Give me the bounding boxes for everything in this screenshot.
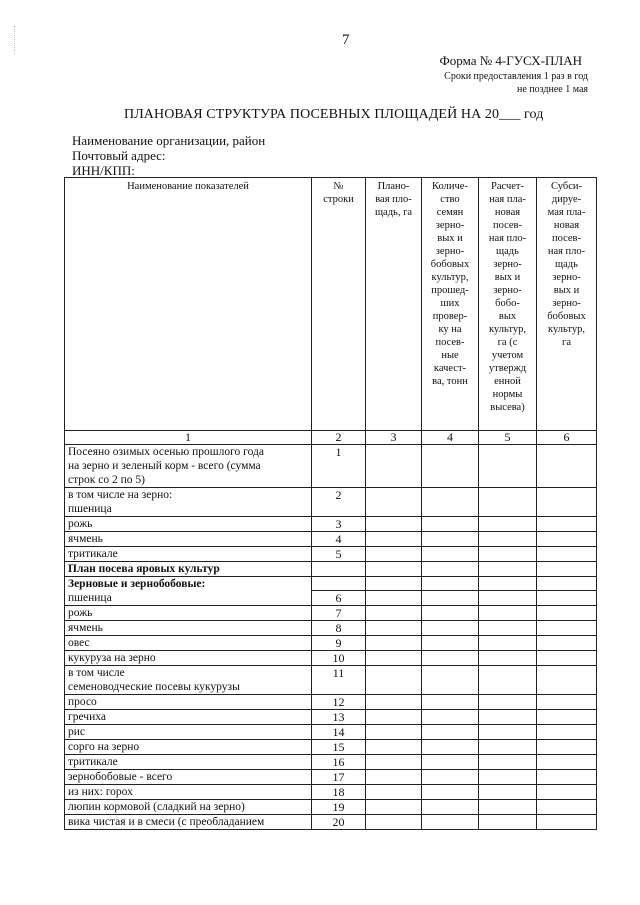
value-cell[interactable] (537, 621, 597, 636)
row-number-cell: 1 (312, 445, 366, 488)
row-number-cell: 9 (312, 636, 366, 651)
row-indicator-name: Зерновые и зернобобовые: пшеница (65, 577, 312, 606)
row-indicator-name: ячмень (65, 621, 312, 636)
table-row (65, 488, 597, 517)
value-cell[interactable] (422, 710, 479, 725)
column-number: 2 (312, 431, 366, 445)
row-number-cell: 7 (312, 606, 366, 621)
table-row (65, 445, 597, 488)
row-number-cell: 10 (312, 651, 366, 666)
value-cell[interactable] (366, 740, 422, 755)
row-number-cell (312, 562, 366, 577)
row-number-cell: 15 (312, 740, 366, 755)
value-cell[interactable] (537, 785, 597, 800)
row-indicator-name: в том числе семеноводческие посевы кукурузы (65, 666, 312, 695)
value-cell[interactable] (479, 488, 537, 517)
table-row (65, 666, 597, 695)
value-cell[interactable] (422, 591, 479, 606)
value-cell[interactable] (537, 695, 597, 710)
value-cell[interactable] (422, 488, 479, 517)
row-indicator-name: вика чистая и в смеси (с преобладанием (65, 815, 312, 830)
header-calculated-area: Расчет- ная пла- новая посев- ная пло- щадь зерно- вых и зерно- бобо- вых культур, га (с учетом утвержд енной нормы высева) (479, 178, 537, 431)
value-cell[interactable] (366, 710, 422, 725)
deadline-line-2: не позднее 1 мая (516, 84, 588, 95)
value-cell[interactable] (422, 666, 479, 695)
value-cell[interactable] (422, 755, 479, 770)
row-indicator-name: сорго на зерно (65, 740, 312, 755)
value-cell[interactable] (366, 621, 422, 636)
column-number: 5 (479, 431, 537, 445)
value-cell[interactable] (537, 562, 597, 577)
value-cell[interactable] (537, 651, 597, 666)
value-cell[interactable] (366, 547, 422, 562)
deadline-line-1: Сроки предоставления 1 раз в год (444, 71, 588, 82)
row-indicator-name: пшеница (68, 592, 112, 604)
value-cell[interactable] (479, 577, 537, 591)
table-row (65, 562, 597, 577)
margin-mark (14, 26, 16, 54)
row-indicator-name: просо (65, 695, 312, 710)
row-indicator-name: из них: горох (65, 785, 312, 800)
row-number-cell: 14 (312, 725, 366, 740)
table-row (65, 621, 597, 636)
header-indicator-name: Наименование показателей (65, 178, 312, 431)
table-row (65, 517, 597, 532)
value-cell[interactable] (366, 800, 422, 815)
table-body (65, 445, 597, 830)
value-cell[interactable] (422, 725, 479, 740)
value-cell[interactable] (537, 517, 597, 532)
value-cell[interactable] (366, 488, 422, 517)
sown-area-table (64, 177, 597, 830)
row-indicator-name: в том числе на зерно: пшеница (65, 488, 312, 517)
row-number-cell: 11 (312, 666, 366, 695)
table-row (65, 710, 597, 725)
value-cell[interactable] (479, 562, 537, 577)
row-indicator-name: овес (65, 636, 312, 651)
row-number-cell: 4 (312, 532, 366, 547)
organization-block (72, 133, 265, 178)
row-number-cell: 18 (312, 785, 366, 800)
value-cell[interactable] (366, 591, 422, 606)
column-number-row (65, 431, 597, 445)
row-indicator-name: Посеяно озимых осенью прошлого года на зерно и зеленый корм - всего (сумма строк со 2 по 5) (65, 445, 312, 488)
value-cell[interactable] (537, 606, 597, 621)
value-cell[interactable] (366, 695, 422, 710)
row-number-cell: 16 (312, 755, 366, 770)
column-number: 4 (422, 431, 479, 445)
table-row (65, 695, 597, 710)
value-cell[interactable] (537, 591, 597, 606)
header-subsidized-area: Субси- дируе- мая пла- новая посев- ная пло- щадь зерно- вых и зерно- бобовых культур, га (537, 178, 597, 431)
value-cell[interactable] (422, 577, 479, 591)
row-indicator-name: тритикале (65, 547, 312, 562)
value-cell[interactable] (479, 815, 537, 830)
value-cell[interactable] (537, 547, 597, 562)
row-number-cell: 12 (312, 695, 366, 710)
value-cell[interactable] (479, 785, 537, 800)
table-header-row (65, 178, 597, 431)
value-cell[interactable] (479, 651, 537, 666)
value-cell[interactable] (479, 606, 537, 621)
column-number: 3 (366, 431, 422, 445)
value-cell[interactable] (366, 606, 422, 621)
value-cell[interactable] (479, 547, 537, 562)
value-cell[interactable] (366, 815, 422, 830)
column-number: 6 (537, 431, 597, 445)
value-cell[interactable] (366, 651, 422, 666)
value-cell[interactable] (537, 488, 597, 517)
table-row (65, 532, 597, 547)
value-cell[interactable] (422, 695, 479, 710)
table-row (65, 785, 597, 800)
row-indicator-name: тритикале (65, 755, 312, 770)
value-cell[interactable] (479, 666, 537, 695)
value-cell[interactable] (537, 815, 597, 830)
table-row (65, 800, 597, 815)
value-cell[interactable] (479, 636, 537, 651)
table-row (65, 725, 597, 740)
document-title: ПЛАНОВАЯ СТРУКТУРА ПОСЕВНЫХ ПЛОЩАДЕЙ НА 20___ год (124, 107, 544, 122)
value-cell[interactable] (537, 710, 597, 725)
value-cell[interactable] (537, 577, 597, 591)
row-indicator-name: рожь (65, 517, 312, 532)
value-cell[interactable] (479, 591, 537, 606)
row-indicator-name: ячмень (65, 532, 312, 547)
value-cell[interactable] (366, 785, 422, 800)
value-cell[interactable] (479, 445, 537, 488)
table-row (65, 740, 597, 755)
value-cell[interactable] (479, 695, 537, 710)
value-cell[interactable] (366, 517, 422, 532)
value-cell[interactable] (479, 755, 537, 770)
form-name: Форма № 4-ГУСХ-ПЛАН (439, 53, 582, 68)
value-cell[interactable] (366, 770, 422, 785)
value-cell[interactable] (537, 445, 597, 488)
value-cell[interactable] (422, 800, 479, 815)
value-cell[interactable] (366, 666, 422, 695)
value-cell[interactable] (537, 740, 597, 755)
table-row (65, 577, 597, 591)
table-row (65, 651, 597, 666)
row-indicator-name: рис (65, 725, 312, 740)
postal-address-label: Почтовый адрес: (72, 148, 166, 163)
value-cell[interactable] (422, 517, 479, 532)
row-number-cell: 5 (312, 547, 366, 562)
value-cell[interactable] (366, 755, 422, 770)
row-indicator-name: кукуруза на зерно (65, 651, 312, 666)
value-cell[interactable] (537, 636, 597, 651)
value-cell[interactable] (422, 740, 479, 755)
inn-kpp-label: ИНН/КПП: (72, 163, 135, 178)
row-number-cell: 8 (312, 621, 366, 636)
row-number-cell: 13 (312, 710, 366, 725)
row-number-cell: 2 (312, 488, 366, 517)
value-cell[interactable] (479, 740, 537, 755)
value-cell[interactable] (422, 651, 479, 666)
table-row (65, 815, 597, 830)
value-cell[interactable] (479, 621, 537, 636)
value-cell[interactable] (422, 445, 479, 488)
value-cell[interactable] (537, 532, 597, 547)
value-cell[interactable] (537, 725, 597, 740)
value-cell[interactable] (537, 755, 597, 770)
value-cell[interactable] (366, 445, 422, 488)
table-row (65, 606, 597, 621)
value-cell[interactable] (366, 532, 422, 547)
row-indicator-name: План посева яровых культур (65, 562, 312, 577)
header-row-number: № строки (312, 178, 366, 431)
column-number: 1 (65, 431, 312, 445)
table-row (65, 547, 597, 562)
value-cell[interactable] (422, 562, 479, 577)
row-number-cell: 19 (312, 800, 366, 815)
value-cell[interactable] (479, 770, 537, 785)
table-row (65, 636, 597, 651)
row-indicator-name: люпин кормовой (сладкий на зерно) (65, 800, 312, 815)
value-cell[interactable] (366, 577, 422, 591)
row-number-cell: 3 (312, 517, 366, 532)
value-cell[interactable] (479, 517, 537, 532)
value-cell[interactable] (422, 621, 479, 636)
value-cell[interactable] (422, 532, 479, 547)
table-row (65, 755, 597, 770)
value-cell[interactable] (422, 785, 479, 800)
value-cell[interactable] (537, 666, 597, 695)
value-cell[interactable] (479, 710, 537, 725)
row-number-cell: 20 (312, 815, 366, 830)
value-cell[interactable] (422, 606, 479, 621)
value-cell[interactable] (479, 532, 537, 547)
row-indicator-name: зернобобовые - всего (65, 770, 312, 785)
value-cell[interactable] (366, 636, 422, 651)
value-cell[interactable] (422, 547, 479, 562)
value-cell[interactable] (422, 770, 479, 785)
header-seed-quantity: Количе- ство семян зерно- вых и зерно- бобовых культур, прошед- ших провер- ку на посев- ные качест- ва, тонн (422, 178, 479, 431)
value-cell[interactable] (479, 800, 537, 815)
deadline-note (444, 70, 588, 96)
value-cell[interactable] (366, 725, 422, 740)
row-number-cell: 6 (312, 591, 366, 606)
value-cell[interactable] (422, 636, 479, 651)
row-number-cell (312, 577, 366, 591)
value-cell[interactable] (479, 725, 537, 740)
value-cell[interactable] (537, 800, 597, 815)
header-planned-area: Плано- вая пло- щадь, га (366, 178, 422, 431)
org-name-label: Наименование организации, район (72, 133, 266, 148)
value-cell[interactable] (366, 562, 422, 577)
table-row (65, 770, 597, 785)
row-indicator-name: рожь (65, 606, 312, 621)
row-indicator-name: гречиха (65, 710, 312, 725)
value-cell[interactable] (537, 770, 597, 785)
page-number: 7 (342, 32, 350, 48)
row-number-cell: 17 (312, 770, 366, 785)
value-cell[interactable] (422, 815, 479, 830)
